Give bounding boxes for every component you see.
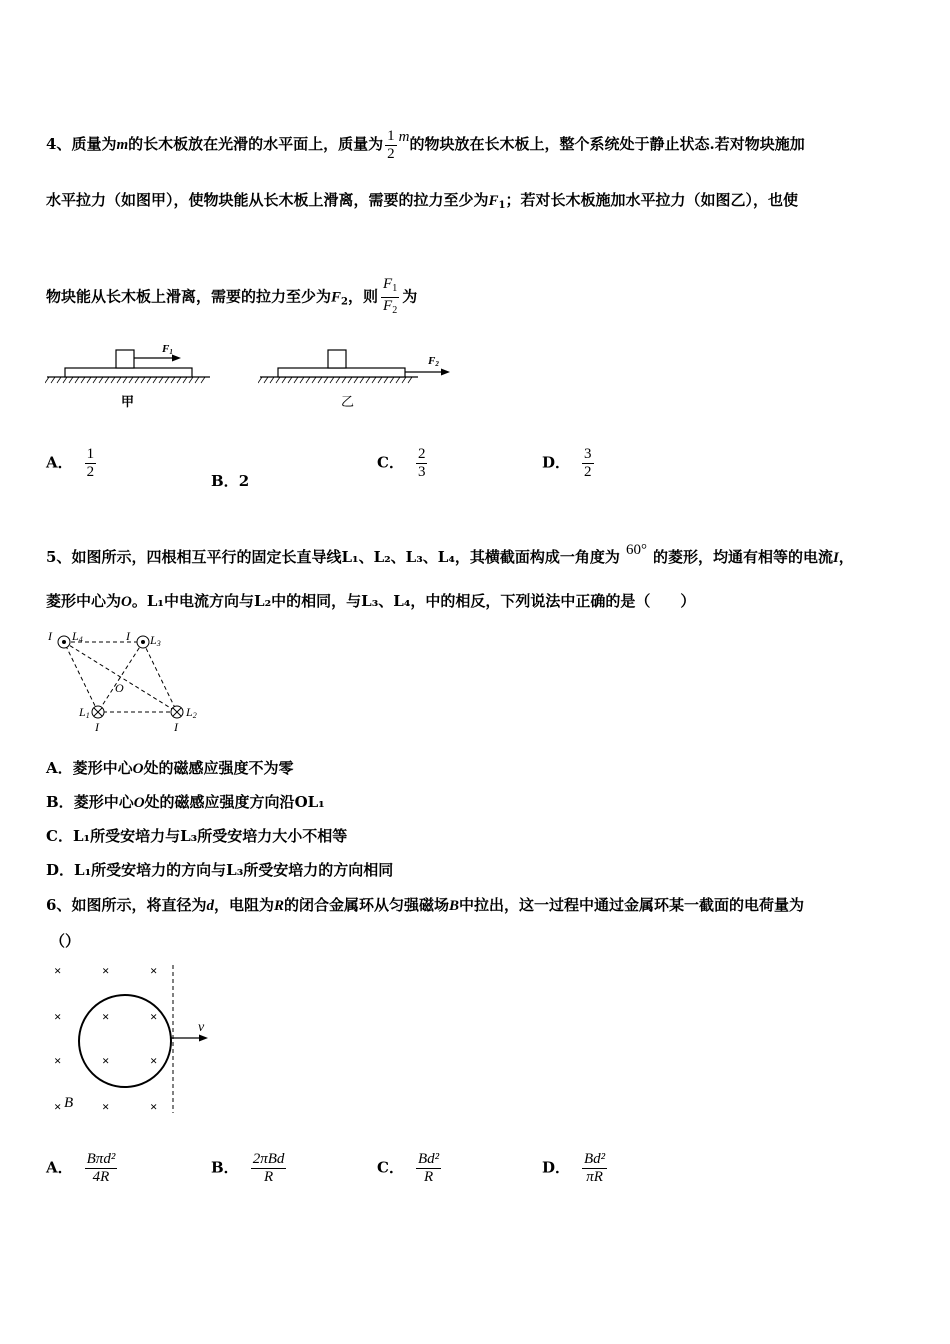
q4-option-a[interactable]: A． $\frac{1}{2}$ xyxy=(46,446,95,480)
q4-option-b[interactable]: B．2 xyxy=(211,472,250,490)
q4-line-2: 水平拉力（如图甲），使物块能从长木板上滑离，需要的拉力至少为$F_1$；若对长木板施加水平拉力（如图乙），也使 xyxy=(46,191,799,211)
svg-text:×: × xyxy=(102,1053,110,1068)
q4-line-3: 物块能从长木板上滑离，需要的拉力至少为$F_2$，则 $\frac{F_1}{F_2}$ 为 xyxy=(46,276,417,319)
q6-number: 6、 xyxy=(46,896,72,914)
svg-text:×: × xyxy=(150,1053,158,1068)
current-label: I xyxy=(48,629,52,643)
q4-figure-yi xyxy=(258,338,458,410)
q6-option-c[interactable]: C． $\frac{\text{Bd²}}{R}$ xyxy=(377,1151,440,1185)
long-board xyxy=(278,368,405,377)
q6-ring-figure xyxy=(46,958,221,1118)
velocity-arrow-icon xyxy=(199,1035,208,1042)
current-label: I xyxy=(126,629,130,643)
q4-option-d[interactable]: D． $\frac{3}{2}$ xyxy=(542,446,592,480)
q4-ratio-fraction: $\frac{F_1}{F_2}$ xyxy=(383,276,398,316)
svg-text:×: × xyxy=(102,1009,110,1024)
svg-text:×: × xyxy=(102,963,110,978)
q5-rhombus-figure xyxy=(46,625,211,740)
q4-line-1: 4、质量为m的长木板放在光滑的水平面上，质量为 $\frac{1}{2}$ m的物块放在长木板上，整个系统处于静止状态.若对物块施加 xyxy=(46,127,805,162)
q6-option-a[interactable]: A． $\frac{\text{Bπd²}}{4R}$ xyxy=(46,1151,116,1185)
current-label: I xyxy=(174,720,178,734)
svg-text:×: × xyxy=(54,963,62,978)
svg-text:×: × xyxy=(54,1009,62,1024)
q4-number: 4、 xyxy=(46,135,72,153)
q6-option-b[interactable]: B． $\frac{\text{2πBd}}{R}$ xyxy=(211,1151,285,1185)
q6-line-1: 6、如图所示，将直径为d，电阻为R的闭合金属环从匀强磁场B中拉出，这一过程中通过金属环某一截面的电荷量为 xyxy=(46,896,805,914)
block xyxy=(328,350,346,368)
svg-text:×: × xyxy=(150,963,158,978)
caption-jia: 甲 xyxy=(121,395,135,410)
svg-text:×: × xyxy=(102,1099,110,1114)
q5-option-b[interactable]: B．菱形中心O处的磁感应强度方向沿OL₁ xyxy=(46,793,325,811)
wire-l3-dot-icon xyxy=(137,636,149,648)
force-label-f1: F1 xyxy=(162,343,173,356)
svg-text:×: × xyxy=(54,1053,62,1068)
q5-option-a[interactable]: A．菱形中心O处的磁感应强度不为零 xyxy=(46,759,294,777)
wire-l4-dot-icon xyxy=(58,636,70,648)
label-l3: L3 xyxy=(150,633,161,648)
q6-line-2: （） xyxy=(50,932,81,950)
q5-option-d[interactable]: D．L₁所受安培力的方向与L₃所受安培力的方向相同 xyxy=(46,861,394,879)
q6-option-d[interactable]: D． $\frac{\text{Bd²}}{\pi R}$ xyxy=(542,1151,606,1185)
wire-l2-cross-icon xyxy=(171,706,183,718)
q4-figure-jia xyxy=(45,338,215,410)
force-arrow-icon xyxy=(441,369,450,376)
force-arrow-icon xyxy=(172,355,181,362)
magnetic-field-cross-icons xyxy=(54,963,157,1114)
force-label-f2: F2 xyxy=(428,355,439,368)
svg-text:×: × xyxy=(150,1099,158,1114)
long-board xyxy=(65,368,192,377)
svg-text:×: × xyxy=(150,1009,158,1024)
q5-line-2: 菱形中心为O。L₁中电流方向与L₂中的相同，与L₃、L₄，中的相反，下列说法中正确的是（ ） xyxy=(46,592,696,610)
q5-number: 5、 xyxy=(46,548,72,566)
current-label: I xyxy=(95,720,99,734)
wire-l1-cross-icon xyxy=(92,706,104,718)
label-l1: L1 xyxy=(79,705,90,720)
q4-half-fraction: $\frac{1}{2}$ xyxy=(387,127,395,162)
q5-option-c[interactable]: C．L₁所受安培力与L₃所受安培力大小不相等 xyxy=(46,827,348,845)
label-l4: L4 xyxy=(72,629,83,644)
svg-text:×: × xyxy=(54,1099,62,1114)
center-o-label: O xyxy=(115,681,124,695)
block xyxy=(116,350,134,368)
q4-option-c[interactable]: C． $\frac{2}{3}$ xyxy=(377,446,426,480)
q5-line-1: 5、如图所示，四根相互平行的固定长直导线L₁、L₂、L₃、L₄，其横截面构成一角度为 60° 的菱形，均通有相等的电流I， xyxy=(46,542,854,566)
field-b-label: B xyxy=(64,1095,74,1111)
metal-ring xyxy=(79,995,171,1087)
caption-yi: 乙 xyxy=(341,395,355,410)
velocity-label: v xyxy=(198,1020,205,1035)
label-l2: L2 xyxy=(186,705,197,720)
